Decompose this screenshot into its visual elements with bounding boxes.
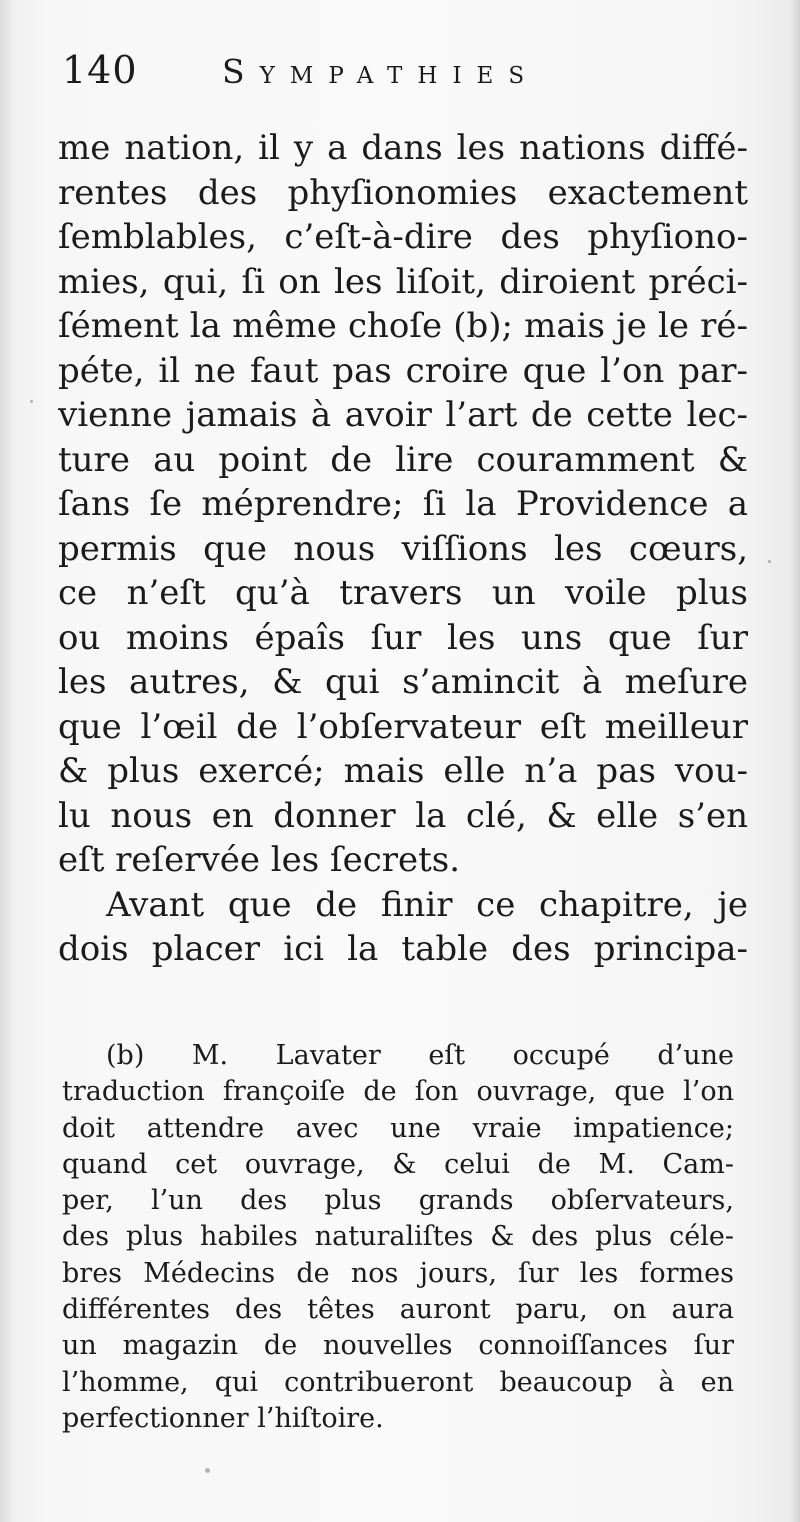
running-title: Sympathies xyxy=(222,52,540,91)
footnote-line: traduction françoiſe de ſon ouvrage, que l’on xyxy=(62,1076,734,1108)
text-line: péte, il ne faut pas croire que l’on par- xyxy=(58,350,748,391)
text-line: ou moins épaîs ſur les uns que ſur xyxy=(58,617,748,658)
footnote-line: l’homme, qui contribueront beaucoup à en xyxy=(62,1366,734,1398)
page-number: 140 xyxy=(62,48,138,92)
text-line: que l’œil de l’obſervateur eſt meilleur xyxy=(58,706,748,747)
text-line: ſément la même choſe (b); mais je le ré- xyxy=(58,306,748,346)
paper-speck xyxy=(768,560,771,563)
footnote xyxy=(62,1038,734,1437)
text-line: ture au point de lire couramment & xyxy=(58,439,748,480)
text-line: rentes des phyſionomies exactement xyxy=(58,172,748,213)
footnote-line: différentes des têtes auront paru, on aura xyxy=(62,1294,734,1326)
text-line: les autres, & qui s’amincit à meſure xyxy=(58,662,748,702)
text-line: ſans ſe méprendre; ſi la Providence a xyxy=(58,484,748,524)
footnote-line: bres Médecins de nos jours, ſur les formes xyxy=(62,1257,734,1289)
text-line: ſemblables, c’eſt-à-dire des phyſiono- xyxy=(58,217,748,257)
footnote-line: quand cet ouvrage, & celui de M. Cam- xyxy=(62,1148,734,1180)
text-line: me nation, il y a dans les nations diffé- xyxy=(58,128,748,168)
text-line: vienne jamais à avoir l’art de cette lec- xyxy=(58,395,748,435)
text-line: permis que nous viſſions les cœurs, xyxy=(58,528,748,569)
text-line: Avant que de finir ce chapitre, je xyxy=(106,884,748,925)
footnote-line: per, l’un des plus grands obſervateurs, xyxy=(62,1185,734,1217)
text-line: mies, qui, ſi on les liſoit, diroient préci- xyxy=(58,261,748,302)
text-line: dois placer ici la table des principa- xyxy=(58,929,748,969)
footnote-line: un magazin de nouvelles connoiſſances ſur xyxy=(62,1330,734,1362)
text-line: ce n’eſt qu’à travers un voile plus xyxy=(58,573,748,613)
paper-speck xyxy=(205,1468,210,1473)
paper-speck xyxy=(30,400,33,403)
footnote-line: des plus habiles naturaliſtes & des plus céle- xyxy=(62,1221,734,1253)
footnote-line: perfectionner l’hiſtoire. xyxy=(62,1402,384,1434)
footnote-line: (b) M. Lavater eſt occupé d’une xyxy=(106,1040,734,1071)
main-text xyxy=(58,126,748,972)
text-line: & plus exercé; mais elle n’a pas vou- xyxy=(58,751,748,791)
text-line: lu nous en donner la clé, & elle s’en xyxy=(58,795,748,836)
running-head xyxy=(62,48,752,98)
footnote-line: doit attendre avec une vraie impatience; xyxy=(62,1112,734,1144)
text-line: eſt reſervée les ſecrets. xyxy=(58,840,461,880)
